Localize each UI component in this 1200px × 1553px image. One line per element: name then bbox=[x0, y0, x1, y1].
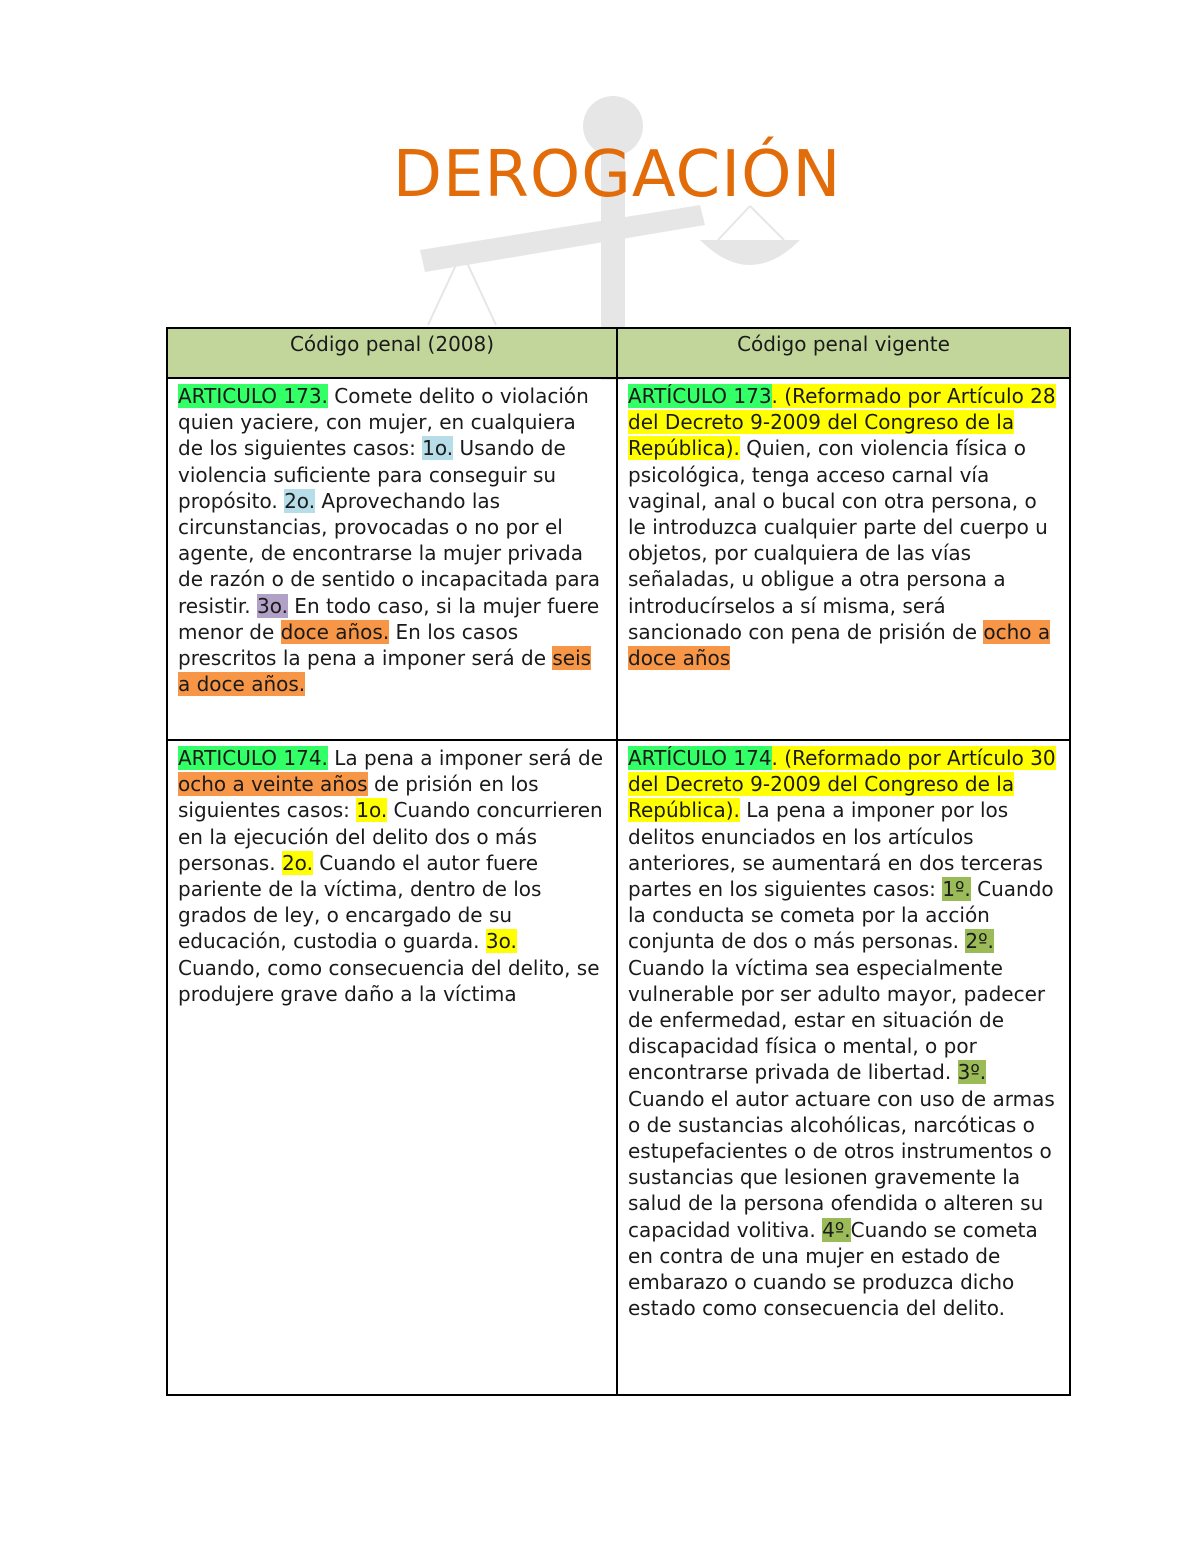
body-text: Cuando la conducta se cometa por la acción conjunta de dos o más personas. bbox=[628, 877, 1054, 954]
highlighted-text: 3º. bbox=[957, 1060, 987, 1085]
table-header-row bbox=[167, 328, 1070, 378]
body-text: En los casos prescritos la pena a imponer será de bbox=[178, 619, 553, 671]
highlighted-text: . (Reformado por Artículo 28 del Decreto 9-2009 del Congreso de la República). bbox=[628, 384, 1056, 461]
highlighted-text: ocho a doce años bbox=[628, 619, 1051, 671]
highlighted-text: 2o. bbox=[281, 850, 313, 875]
body-text: La pena a imponer por los delitos enunciados en los artículos anteriores, se aumentará en dos terceras partes en los siguientes casos: bbox=[628, 798, 1043, 902]
body-text: La pena a imponer será de bbox=[327, 746, 604, 770]
body-text: Cuando el autor fuere pariente de la víctima, dentro de los grados de ley, o encargado de su educación, custodia o guarda. bbox=[178, 850, 542, 954]
highlighted-text: ARTÍCULO 173 bbox=[628, 384, 772, 408]
highlighted-text: ARTICULO 173. bbox=[178, 384, 328, 408]
body-text: Cuando concurrieren en la ejecución del delito dos o más personas. bbox=[178, 798, 603, 875]
body-text: Aprovechando las circunstancias, provocadas o no por el agente, de encontrarse la mujer privada de razón o de sentido o incapacitada para resistir. bbox=[178, 488, 601, 618]
body-text: Cuando la víctima sea especialmente vulnerable por ser adulto mayor, padecer de enfermedad, estar en situación de discapacidad física o mental, o por encontrarse privada de libertad. bbox=[628, 955, 1046, 1085]
cell-vigente-articulo-173 bbox=[617, 378, 1070, 740]
highlighted-text: 4º. bbox=[822, 1217, 851, 1242]
highlighted-text: ocho a veinte años bbox=[178, 772, 368, 797]
body-text: Comete delito o violación quien yaciere, con mujer, en cualquiera de los siguientes casos: bbox=[178, 384, 589, 461]
highlighted-text: seis a doce años. bbox=[178, 646, 592, 697]
body-text: de prisión en los siguientes casos: bbox=[178, 772, 539, 823]
body-text: Cuando se cometa en contra de una mujer en estado de embarazo o cuando se produzca dicho estado como consecuencia del delito. bbox=[628, 1217, 1038, 1321]
highlighted-text: ARTICULO 174. bbox=[178, 746, 328, 770]
highlighted-text: 1o. bbox=[422, 436, 454, 461]
highlighted-text: 3o. bbox=[485, 929, 517, 954]
highlighted-text: 1o. bbox=[356, 798, 388, 823]
body-text: Cuando el autor actuare con uso de armas o de sustancias alcohólicas, narcóticas o estupefacientes o de otros instrumentos o sustancias que lesionen gravemente la salud de la persona ofendida o alteren su capacidad volitiva. bbox=[628, 1086, 1055, 1242]
header-codigo-2008: Código penal (2008) bbox=[167, 328, 617, 378]
header-codigo-vigente: Código penal vigente bbox=[617, 328, 1070, 378]
body-text: Cuando, como consecuencia del delito, se produjere grave daño a la víctima bbox=[178, 955, 600, 1006]
highlighted-text: 2º. bbox=[965, 929, 994, 954]
highlighted-text: 2o. bbox=[284, 488, 316, 513]
highlighted-text: doce años. bbox=[280, 619, 390, 644]
comparison-table bbox=[166, 327, 1071, 1396]
page-title: DEROGACIÓN bbox=[392, 138, 842, 212]
body-text: Usando de violencia suficiente para conseguir su propósito. bbox=[178, 436, 566, 513]
cell-2008-articulo-174 bbox=[167, 740, 617, 1395]
cell-vigente-articulo-174 bbox=[617, 740, 1070, 1395]
table-row-articulo-173 bbox=[167, 378, 1070, 740]
highlighted-text: . (Reformado por Artículo 30 del Decreto 9-2009 del Congreso de la República). bbox=[628, 746, 1056, 823]
highlighted-text: ARTÍCULO 174 bbox=[628, 746, 772, 770]
body-text: En todo caso, si la mujer fuere menor de bbox=[178, 593, 600, 644]
cell-2008-articulo-173 bbox=[167, 378, 617, 740]
body-text: Quien, con violencia física o psicológica, tenga acceso carnal vía vaginal, anal o bucal con otra persona, o le introduzca cualquier parte del cuerpo u objetos, por cualquiera de las vías señaladas, u obligue a otra persona a introducírselos a sí misma, será sancionado con pena de prisión de bbox=[628, 436, 1048, 644]
highlighted-text: 1º. bbox=[942, 877, 971, 902]
highlighted-text: 3o. bbox=[256, 593, 288, 618]
table-row-articulo-174 bbox=[167, 740, 1070, 1395]
